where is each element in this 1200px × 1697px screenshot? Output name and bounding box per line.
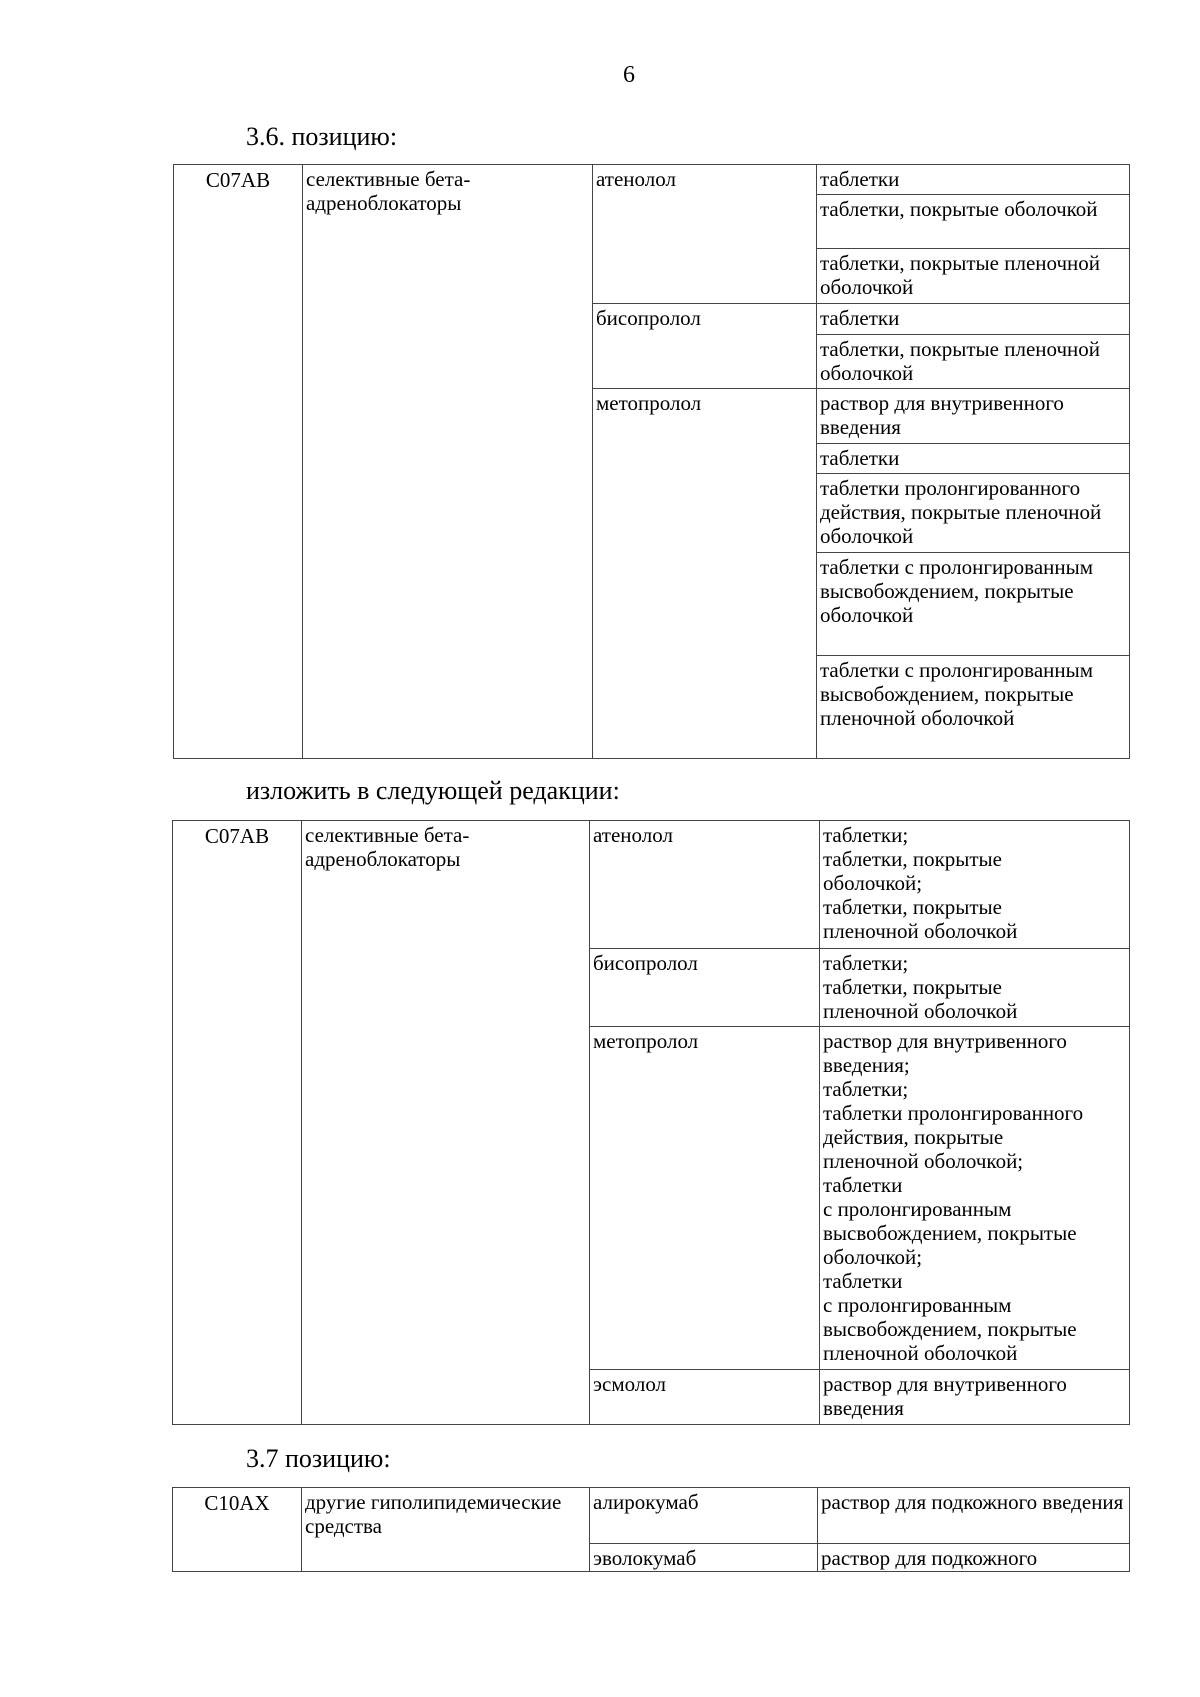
atc-code: C10AX [173, 1488, 302, 1572]
table-revised-c07ab [172, 820, 1130, 1425]
atc-code: C07AB [173, 821, 302, 1425]
dosage-form-line: таблетки; [823, 1077, 909, 1101]
dosage-form-line: пленочной оболочкой [823, 999, 1018, 1023]
dosage-form: раствор для подкожного введения [818, 1488, 1130, 1544]
drug-name: метопролол [593, 389, 817, 759]
dosage-form-line: действия, покрытые [823, 1125, 1004, 1149]
dosage-form: таблетки, покрытые оболочкой [817, 195, 1130, 249]
dosage-forms-metoprolol [820, 1027, 1130, 1370]
table-row [174, 165, 1130, 195]
dosage-form-line: оболочкой; [823, 871, 923, 895]
dosage-forms-esmolol [820, 1370, 1130, 1425]
drug-name: бисопролол [590, 949, 820, 1027]
drug-name: атенолол [593, 165, 817, 304]
drug-name: эволокумаб [590, 1544, 818, 1572]
dosage-form: таблетки [817, 165, 1130, 195]
dosage-form-line: с пролонгированным [823, 1293, 1012, 1317]
section-title-3-6: 3.6. позицию: [246, 122, 398, 151]
dosage-form: таблетки [817, 304, 1130, 335]
dosage-form-line: пленочной оболочкой [823, 1341, 1018, 1365]
dosage-form-line: оболочкой; [823, 1245, 923, 1269]
dosage-form-line: введения; [823, 1053, 910, 1077]
drug-name: метопролол [590, 1027, 820, 1370]
dosage-form-line: пленочной оболочкой; [823, 1149, 1024, 1173]
dosage-form-line: высвобождением, покрытые [823, 1221, 1077, 1245]
dosage-forms-bisoprolol [820, 949, 1130, 1027]
dosage-form-line: таблетки, покрытые [823, 847, 1002, 871]
drug-name: бисопролол [593, 304, 817, 389]
dosage-form: раствор для подкожного [818, 1544, 1130, 1572]
dosage-form-line: таблетки, покрытые [823, 895, 1002, 919]
section-title-3-7: 3.7 позицию: [246, 1444, 391, 1473]
table-row [173, 1488, 1130, 1544]
dosage-form: таблетки с пролонгированным высвобождением, покрытые пленочной оболочкой [817, 656, 1130, 759]
dosage-form-line: таблетки, покрытые [823, 975, 1002, 999]
dosage-forms-atenolol [820, 821, 1130, 949]
dosage-form-line: таблетки; [823, 823, 909, 847]
section-title-revision: изложить в следующей редакции: [246, 776, 620, 805]
dosage-form: таблетки пролонгированного действия, покрытые пленочной оболочкой [817, 474, 1130, 553]
pharmacological-group: селективные бета-адреноблокаторы [302, 821, 590, 1425]
table-row [173, 821, 1130, 949]
drug-name: алирокумаб [590, 1488, 818, 1544]
pharmacological-group: селективные бета-адреноблокаторы [303, 165, 593, 759]
dosage-form: таблетки [817, 444, 1130, 474]
dosage-form-line: с пролонгированным [823, 1197, 1012, 1221]
table-original-c07ab [173, 164, 1130, 759]
drug-name: атенолол [590, 821, 820, 949]
dosage-form: таблетки с пролонгированным высвобождением, покрытые оболочкой [817, 553, 1130, 656]
dosage-form-line: пленочной оболочкой [823, 919, 1018, 943]
page-number: 6 [623, 62, 635, 88]
table-original-c10ax [172, 1487, 1130, 1572]
dosage-form-line: таблетки; [823, 951, 909, 975]
dosage-form: таблетки, покрытые пленочной оболочкой [817, 249, 1130, 304]
dosage-form-line: таблетки [823, 1173, 903, 1197]
drug-name: эсмолол [590, 1370, 820, 1425]
atc-code: C07AB [174, 165, 303, 759]
dosage-form-line: высвобождением, покрытые [823, 1317, 1077, 1341]
dosage-form-line: таблетки [823, 1269, 903, 1293]
dosage-form: таблетки, покрытые пленочной оболочкой [817, 335, 1130, 389]
dosage-form-line: раствор для внутривенного [823, 1029, 1067, 1053]
dosage-form: раствор для внутривенного введения [817, 389, 1130, 444]
dosage-form-line: таблетки пролонгированного [823, 1101, 1084, 1125]
dosage-form-line: введения [823, 1396, 904, 1420]
pharmacological-group: другие гиполипидемические средства [302, 1488, 590, 1572]
dosage-form-line: раствор для внутривенного [823, 1372, 1067, 1396]
